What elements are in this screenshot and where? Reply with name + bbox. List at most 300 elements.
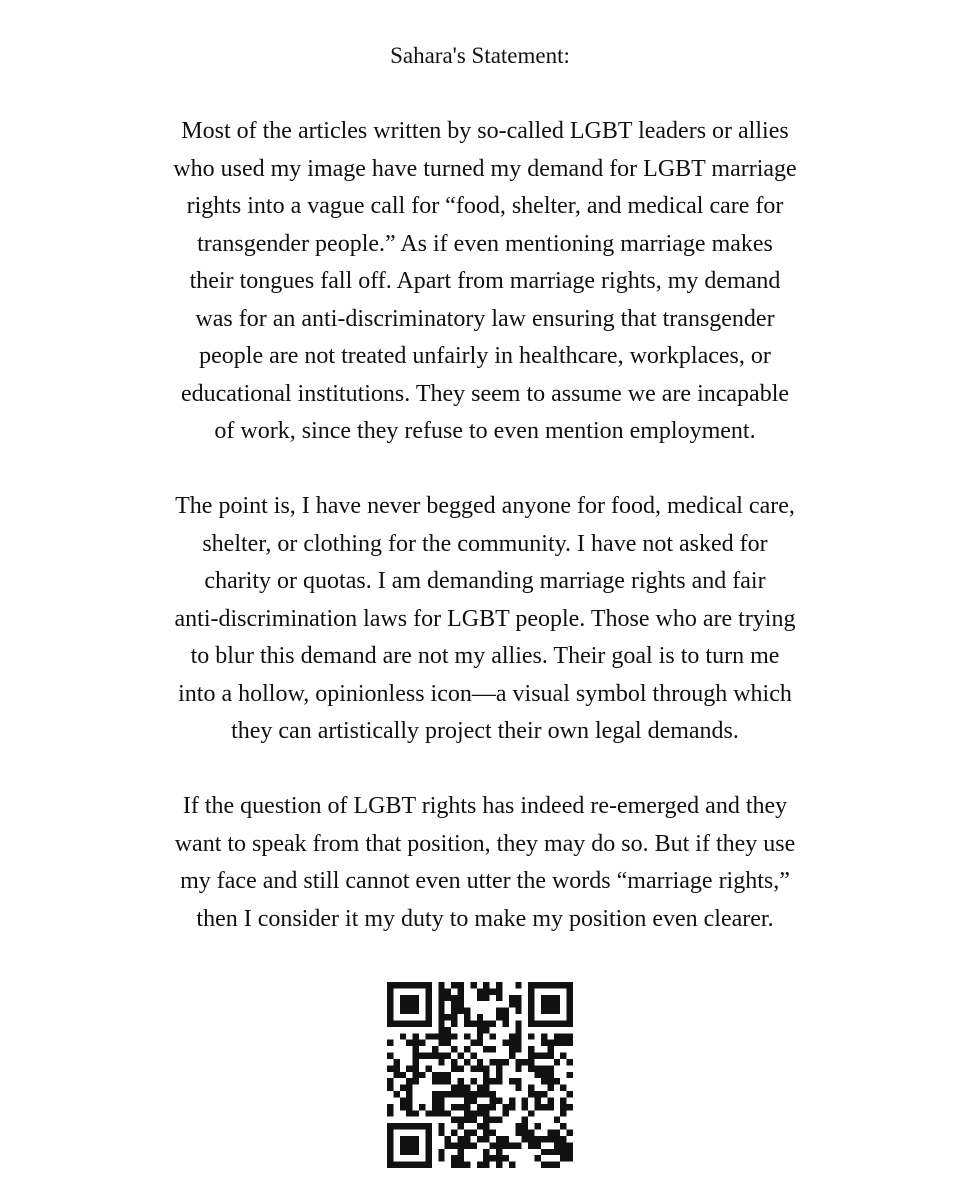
qr-module bbox=[560, 1155, 566, 1161]
qr-module bbox=[483, 995, 489, 1001]
qr-module bbox=[522, 1097, 528, 1103]
qr-module bbox=[560, 1053, 566, 1059]
qr-module bbox=[470, 1097, 476, 1103]
qr-module bbox=[502, 1110, 508, 1116]
qr-module bbox=[464, 1130, 470, 1136]
qr-module bbox=[535, 1091, 541, 1097]
qr-module bbox=[438, 988, 444, 994]
qr-module bbox=[458, 1117, 464, 1123]
qr-module bbox=[445, 1110, 451, 1116]
qr-module bbox=[451, 982, 457, 988]
qr-module bbox=[541, 1104, 547, 1110]
qr-module bbox=[445, 1053, 451, 1059]
qr-module bbox=[393, 1059, 399, 1065]
qr-module bbox=[547, 1040, 553, 1046]
qr-module bbox=[567, 1155, 573, 1161]
qr-module bbox=[464, 1110, 470, 1116]
qr-module bbox=[528, 1110, 534, 1116]
qr-module bbox=[451, 1117, 457, 1123]
qr-module bbox=[477, 1033, 483, 1039]
qr-module bbox=[438, 1123, 444, 1129]
qr-module bbox=[535, 1123, 541, 1129]
qr-module bbox=[535, 1142, 541, 1148]
qr-module bbox=[432, 1097, 438, 1103]
qr-module bbox=[432, 1104, 438, 1110]
qr-module bbox=[509, 1046, 515, 1052]
qr-module bbox=[490, 1059, 496, 1065]
qr-module bbox=[535, 1053, 541, 1059]
qr-module bbox=[567, 1040, 573, 1046]
qr-module bbox=[515, 982, 521, 988]
qr-module bbox=[483, 1136, 489, 1142]
qr-module bbox=[515, 1065, 521, 1071]
qr-module bbox=[387, 1040, 393, 1046]
qr-module bbox=[535, 1104, 541, 1110]
qr-module bbox=[496, 1078, 502, 1084]
qr-module bbox=[541, 1136, 547, 1142]
qr-module bbox=[547, 1046, 553, 1052]
qr-module bbox=[560, 1149, 566, 1155]
qr-module bbox=[451, 1155, 457, 1161]
qr-module bbox=[554, 1142, 560, 1148]
qr-module bbox=[451, 1142, 457, 1148]
qr-module bbox=[387, 1104, 393, 1110]
qr-module bbox=[477, 1059, 483, 1065]
qr-module bbox=[541, 1149, 547, 1155]
qr-module bbox=[522, 1130, 528, 1136]
qr-module bbox=[406, 1078, 412, 1084]
qr-module bbox=[509, 1078, 515, 1084]
qr-module bbox=[483, 1155, 489, 1161]
qr-module bbox=[502, 1142, 508, 1148]
qr-module bbox=[438, 1149, 444, 1155]
qr-module bbox=[477, 1027, 483, 1033]
qr-module bbox=[451, 1065, 457, 1071]
qr-module bbox=[509, 995, 515, 1001]
qr-module bbox=[458, 988, 464, 994]
qr-module bbox=[535, 1072, 541, 1078]
text-line: educational institutions. They seem to assume we are incapable bbox=[180, 380, 790, 407]
qr-module bbox=[458, 1001, 464, 1007]
qr-module bbox=[413, 1072, 419, 1078]
qr-module bbox=[502, 1020, 508, 1026]
qr-module bbox=[528, 1136, 534, 1142]
qr-module bbox=[483, 1110, 489, 1116]
qr-module bbox=[483, 1149, 489, 1155]
qr-module bbox=[554, 1130, 560, 1136]
qr-module bbox=[560, 1033, 566, 1039]
qr-module bbox=[477, 1040, 483, 1046]
qr-module bbox=[470, 1117, 476, 1123]
text-line: charity or quotas. I am demanding marriage rights and fair bbox=[204, 568, 766, 594]
qr-module bbox=[483, 988, 489, 994]
qr-module bbox=[528, 1053, 534, 1059]
qr-module bbox=[490, 1091, 496, 1097]
qr-module bbox=[477, 1020, 483, 1026]
qr-module bbox=[509, 1033, 515, 1039]
qr-module bbox=[509, 1142, 515, 1148]
qr-module bbox=[477, 1065, 483, 1071]
qr-module bbox=[445, 995, 451, 1001]
qr-module bbox=[438, 1091, 444, 1097]
qr-module bbox=[400, 1033, 406, 1039]
qr-module bbox=[509, 1097, 515, 1103]
qr-module bbox=[413, 1110, 419, 1116]
qr-module bbox=[387, 1053, 393, 1059]
text-line: they can artistically project their own legal demands. bbox=[231, 718, 739, 744]
qr-module bbox=[464, 1136, 470, 1142]
qr-module bbox=[470, 1142, 476, 1148]
qr-module bbox=[483, 1123, 489, 1129]
qr-module bbox=[483, 1072, 489, 1078]
qr-module bbox=[496, 1117, 502, 1123]
qr-module bbox=[541, 1078, 547, 1084]
qr-module bbox=[496, 1155, 502, 1161]
qr-module bbox=[496, 1008, 502, 1014]
qr-module bbox=[445, 1033, 451, 1039]
qr-module bbox=[477, 1104, 483, 1110]
qr-module bbox=[560, 1104, 566, 1110]
qr-module bbox=[509, 1104, 515, 1110]
qr-module bbox=[464, 1091, 470, 1097]
qr-module bbox=[400, 1085, 406, 1091]
qr-module bbox=[445, 1136, 451, 1142]
qr-module bbox=[567, 1104, 573, 1110]
qr-module bbox=[567, 1072, 573, 1078]
qr-module bbox=[567, 1059, 573, 1065]
qr-module bbox=[515, 1142, 521, 1148]
qr-module bbox=[432, 1078, 438, 1084]
qr-module bbox=[515, 1001, 521, 1007]
qr-module bbox=[438, 1033, 444, 1039]
qr-module bbox=[458, 1123, 464, 1129]
qr-module bbox=[502, 1008, 508, 1014]
qr-module bbox=[438, 1059, 444, 1065]
qr-module bbox=[483, 1085, 489, 1091]
qr-module bbox=[490, 1046, 496, 1052]
qr-module bbox=[547, 1097, 553, 1103]
qr-module bbox=[483, 1046, 489, 1052]
qr-module bbox=[483, 1065, 489, 1071]
text-line: anti-discrimination laws for LGBT people. Those who are trying bbox=[174, 605, 796, 632]
qr-module bbox=[515, 1085, 521, 1091]
qr-module bbox=[477, 988, 483, 994]
qr-module bbox=[496, 1142, 502, 1148]
qr-module bbox=[547, 1104, 553, 1110]
qr-module bbox=[541, 1033, 547, 1039]
qr-module bbox=[432, 1091, 438, 1097]
qr-module bbox=[522, 1104, 528, 1110]
qr-module bbox=[477, 1123, 483, 1129]
qr-module bbox=[522, 1059, 528, 1065]
qr-module bbox=[509, 1053, 515, 1059]
qr-module bbox=[496, 1162, 502, 1168]
qr-module bbox=[515, 1130, 521, 1136]
qr-module bbox=[483, 1130, 489, 1136]
qr-module bbox=[438, 1130, 444, 1136]
text-line: was for an anti-discriminatory law ensuring that transgender bbox=[195, 305, 775, 332]
qr-module bbox=[438, 1053, 444, 1059]
qr-module bbox=[535, 1065, 541, 1071]
qr-module bbox=[387, 1078, 393, 1084]
qr-module bbox=[387, 1085, 393, 1091]
qr-module bbox=[438, 1072, 444, 1078]
qr-module bbox=[490, 1142, 496, 1148]
qr-module bbox=[464, 1008, 470, 1014]
qr-module bbox=[541, 1091, 547, 1097]
qr-module bbox=[406, 1110, 412, 1116]
qr-module bbox=[567, 1033, 573, 1039]
qr-module bbox=[464, 1117, 470, 1123]
qr-module bbox=[515, 1040, 521, 1046]
qr-code-icon[interactable] bbox=[387, 982, 573, 1168]
qr-module bbox=[528, 1130, 534, 1136]
qr-module bbox=[483, 1020, 489, 1026]
qr-module bbox=[387, 1065, 393, 1071]
qr-module bbox=[464, 1014, 470, 1020]
qr-module bbox=[458, 995, 464, 1001]
text-line: The point is, I have never begged anyone for food, medical care, bbox=[175, 493, 795, 519]
qr-module bbox=[547, 1149, 553, 1155]
qr-module bbox=[483, 1078, 489, 1084]
qr-module bbox=[496, 1072, 502, 1078]
qr-module bbox=[567, 1149, 573, 1155]
qr-module bbox=[502, 1014, 508, 1020]
qr-module bbox=[483, 1117, 489, 1123]
qr-module bbox=[406, 1097, 412, 1103]
qr-module bbox=[470, 1053, 476, 1059]
qr-module bbox=[464, 1097, 470, 1103]
qr-module bbox=[496, 1014, 502, 1020]
qr-module bbox=[490, 1033, 496, 1039]
qr-module bbox=[438, 995, 444, 1001]
text-line: to blur this demand are not my allies. Their goal is to turn me bbox=[190, 643, 780, 669]
qr-module bbox=[554, 1149, 560, 1155]
qr-module bbox=[541, 1072, 547, 1078]
qr-module bbox=[515, 1046, 521, 1052]
qr-module bbox=[490, 1097, 496, 1103]
qr-module bbox=[496, 1149, 502, 1155]
qr-module bbox=[541, 1040, 547, 1046]
qr-module bbox=[438, 1155, 444, 1161]
qr-module bbox=[470, 1130, 476, 1136]
qr-module bbox=[419, 1072, 425, 1078]
qr-module bbox=[502, 1059, 508, 1065]
qr-module bbox=[458, 1136, 464, 1142]
qr-module bbox=[432, 1072, 438, 1078]
qr-module bbox=[547, 1065, 553, 1071]
qr-module bbox=[496, 988, 502, 994]
qr-module bbox=[515, 1008, 521, 1014]
text-line: their tongues fall off. Apart from marriage rights, my demand bbox=[189, 268, 781, 294]
qr-module bbox=[400, 1097, 406, 1103]
qr-module bbox=[560, 1085, 566, 1091]
qr-module bbox=[535, 1155, 541, 1161]
qr-module bbox=[515, 1033, 521, 1039]
qr-module bbox=[438, 1001, 444, 1007]
qr-module bbox=[554, 1033, 560, 1039]
qr-module bbox=[528, 1065, 534, 1071]
qr-module bbox=[528, 1085, 534, 1091]
qr-module bbox=[425, 1065, 431, 1071]
qr-module bbox=[528, 1033, 534, 1039]
qr-module bbox=[490, 1020, 496, 1026]
qr-module bbox=[528, 1059, 534, 1065]
qr-module bbox=[490, 1155, 496, 1161]
qr-module bbox=[528, 1046, 534, 1052]
qr-module bbox=[425, 1033, 431, 1039]
qr-module bbox=[451, 1046, 457, 1052]
qr-module bbox=[522, 1123, 528, 1129]
qr-module bbox=[425, 1110, 431, 1116]
qr-module bbox=[451, 1162, 457, 1168]
qr-module bbox=[438, 1104, 444, 1110]
qr-module bbox=[393, 1072, 399, 1078]
qr-module bbox=[432, 1053, 438, 1059]
qr-module bbox=[554, 1078, 560, 1084]
qr-module bbox=[567, 1142, 573, 1148]
qr-module bbox=[528, 1142, 534, 1148]
qr-module bbox=[567, 1091, 573, 1097]
qr-module bbox=[458, 1155, 464, 1161]
qr-module bbox=[547, 1078, 553, 1084]
qr-module bbox=[458, 1085, 464, 1091]
qr-module bbox=[509, 1001, 515, 1007]
qr-module bbox=[438, 1097, 444, 1103]
qr-module bbox=[413, 1078, 419, 1084]
qr-module bbox=[451, 1130, 457, 1136]
qr-module bbox=[567, 1130, 573, 1136]
qr-module bbox=[560, 1040, 566, 1046]
qr-module bbox=[541, 995, 560, 1014]
qr-module bbox=[477, 1085, 483, 1091]
qr-module bbox=[547, 1130, 553, 1136]
qr-module bbox=[406, 1091, 412, 1097]
qr-module bbox=[445, 1072, 451, 1078]
qr-module bbox=[490, 1078, 496, 1084]
qr-module bbox=[522, 1136, 528, 1142]
qr-module bbox=[413, 1046, 419, 1052]
qr-module bbox=[509, 1040, 515, 1046]
qr-module bbox=[496, 1097, 502, 1103]
qr-module bbox=[451, 1020, 457, 1026]
qr-module bbox=[413, 1065, 419, 1071]
qr-module bbox=[490, 1104, 496, 1110]
qr-module bbox=[432, 1046, 438, 1052]
qr-module bbox=[547, 1053, 553, 1059]
qr-module bbox=[522, 1117, 528, 1123]
qr-module bbox=[438, 1040, 444, 1046]
qr-module bbox=[477, 995, 483, 1001]
qr-module bbox=[541, 1162, 547, 1168]
qr-module bbox=[541, 1053, 547, 1059]
qr-module bbox=[515, 995, 521, 1001]
qr-module bbox=[515, 1059, 521, 1065]
qr-module bbox=[438, 1014, 444, 1020]
qr-module bbox=[477, 1110, 483, 1116]
qr-module bbox=[483, 1091, 489, 1097]
qr-module bbox=[470, 1110, 476, 1116]
qr-module bbox=[438, 1110, 444, 1116]
qr-module bbox=[464, 1142, 470, 1148]
qr-module bbox=[458, 1149, 464, 1155]
qr-module bbox=[509, 1162, 515, 1168]
qr-module bbox=[560, 1097, 566, 1103]
qr-module bbox=[560, 1142, 566, 1148]
qr-module bbox=[528, 1091, 534, 1097]
qr-module bbox=[451, 1059, 457, 1065]
qr-module bbox=[438, 982, 444, 988]
qr-module bbox=[490, 988, 496, 994]
qr-module bbox=[477, 1091, 483, 1097]
qr-module bbox=[547, 1136, 553, 1142]
qr-module bbox=[438, 1008, 444, 1014]
qr-module bbox=[477, 1014, 483, 1020]
qr-module bbox=[547, 1072, 553, 1078]
qr-module bbox=[445, 1027, 451, 1033]
qr-module bbox=[490, 1117, 496, 1123]
qr-module bbox=[458, 1008, 464, 1014]
qr-module bbox=[413, 1040, 419, 1046]
qr-module bbox=[432, 1033, 438, 1039]
qr-module bbox=[483, 982, 489, 988]
qr-module bbox=[438, 1078, 444, 1084]
qr-module bbox=[438, 1027, 444, 1033]
qr-module bbox=[547, 1085, 553, 1091]
qr-module bbox=[477, 1136, 483, 1142]
qr-module bbox=[470, 1065, 476, 1071]
qr-module bbox=[464, 1085, 470, 1091]
qr-module bbox=[464, 1059, 470, 1065]
qr-module bbox=[432, 1110, 438, 1116]
qr-module bbox=[496, 1065, 502, 1071]
qr-module bbox=[419, 1053, 425, 1059]
text-line: If the question of LGBT rights has indeed re-emerged and they bbox=[182, 793, 788, 819]
qr-module bbox=[464, 1046, 470, 1052]
qr-code-graphic bbox=[387, 982, 573, 1168]
qr-module bbox=[535, 1097, 541, 1103]
qr-module bbox=[554, 1040, 560, 1046]
qr-module bbox=[419, 1040, 425, 1046]
text-line: then I consider it my duty to make my position even clearer. bbox=[196, 905, 774, 932]
qr-module bbox=[515, 1123, 521, 1129]
qr-module bbox=[464, 1033, 470, 1039]
qr-module bbox=[406, 1065, 412, 1071]
qr-module bbox=[451, 1085, 457, 1091]
qr-module bbox=[496, 1136, 502, 1142]
qr-module bbox=[445, 1142, 451, 1148]
qr-module bbox=[470, 1078, 476, 1084]
qr-module bbox=[451, 1033, 457, 1039]
paragraph-3 bbox=[100, 788, 870, 938]
qr-module bbox=[502, 1136, 508, 1142]
qr-module bbox=[515, 1078, 521, 1084]
paragraph-1 bbox=[100, 113, 870, 451]
qr-module bbox=[470, 1020, 476, 1026]
qr-module bbox=[387, 1110, 393, 1116]
qr-module bbox=[515, 1027, 521, 1033]
qr-module bbox=[502, 1104, 508, 1110]
qr-module bbox=[541, 1065, 547, 1071]
qr-module bbox=[502, 1155, 508, 1161]
text-line: want to speak from that position, they may do so. But if they use bbox=[174, 830, 796, 857]
qr-module bbox=[458, 1065, 464, 1071]
qr-module bbox=[438, 1020, 444, 1026]
qr-module bbox=[464, 1020, 470, 1026]
text-line: my face and still cannot even utter the words “marriage rights,” bbox=[180, 868, 790, 894]
qr-module bbox=[451, 995, 457, 1001]
qr-module bbox=[419, 1104, 425, 1110]
